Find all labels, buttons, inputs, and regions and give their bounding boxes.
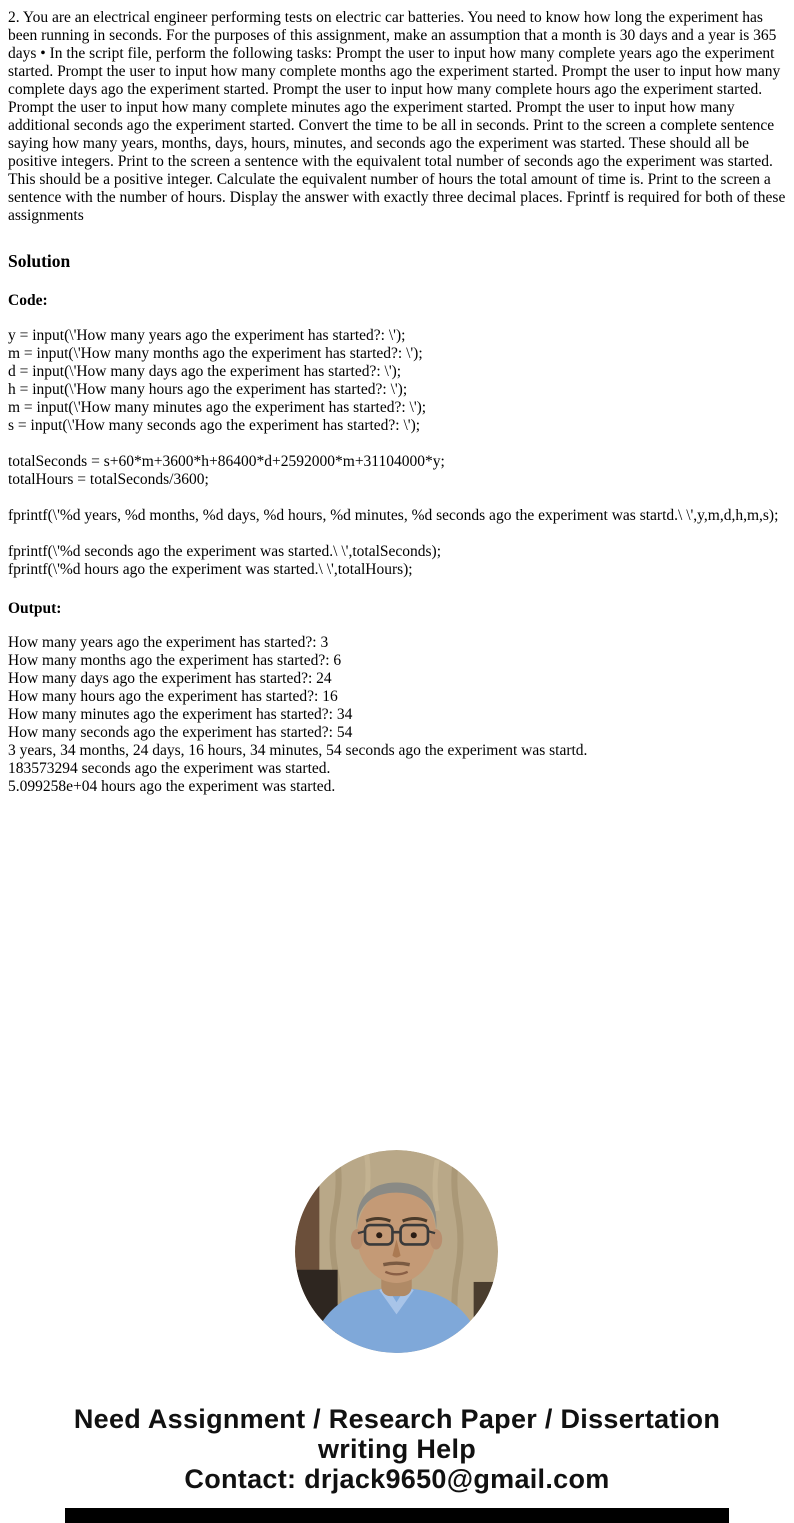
output-block — [8, 634, 786, 796]
output-line: How many seconds ago the experiment has started?: 54 — [8, 724, 353, 741]
output-line: How many hours ago the experiment has started?: 16 — [8, 688, 338, 705]
help-banner — [0, 1404, 794, 1494]
output-line: 5.099258e+04 hours ago the experiment was started. — [8, 778, 336, 795]
output-line: How many months ago the experiment has started?: 6 — [8, 652, 342, 669]
code-line: fprintf(\'%d seconds ago the experiment was started.\ \',totalSeconds); — [8, 543, 442, 560]
problem-statement: 2. You are an electrical engineer performing tests on electric car batteries. You need to know how long the experiment has been running in seconds. For the purposes of this assignment, make an assumption that a month is 30 days and a year is 365 days • In the script file, perform the following tasks: Prompt the user to input how many complete years ago the experiment started. Prompt the user to input how many complete months ago the experiment started. Prompt the user to input how many complete days ago the experiment started. Prompt the user to input how many complete hours ago the experiment started. Prompt the user to input how many complete minutes ago the experiment started. Prompt the user to input how many additional seconds ago the experiment started. Convert the time to be all in seconds. Print to the screen a complete sentence saying how many years, months, days, hours, minutes, and seconds ago the experiment was started. These should all be positive integers. Print to the screen a sentence with the equivalent total number of seconds ago the experiment was started. This should be a positive integer. Calculate the equivalent number of hours the total amount of time is. Print to the screen a sentence with the number of hours. Display the answer with exactly three decimal places. Fprintf is required for both of these assignments — [8, 9, 786, 224]
output-line: 183573294 seconds ago the experiment was started. — [8, 760, 331, 777]
code-line: totalSeconds = s+60*m+3600*h+86400*d+2592000*m+31104000*y; — [8, 453, 445, 470]
code-line: totalHours = totalSeconds/3600; — [8, 471, 209, 488]
code-line: m = input(\'How many months ago the experiment has started?: \'); — [8, 345, 423, 362]
output-heading: Output: — [8, 600, 62, 617]
code-block — [8, 327, 786, 579]
code-line — [8, 525, 786, 543]
output-line: How many years ago the experiment has started?: 3 — [8, 634, 329, 651]
bottom-black-bar — [65, 1508, 729, 1523]
output-line: 3 years, 34 months, 24 days, 16 hours, 34 minutes, 54 seconds ago the experiment was startd. — [8, 742, 588, 759]
code-line: h = input(\'How many hours ago the experiment has started?: \'); — [8, 381, 408, 398]
code-line: fprintf(\'%d hours ago the experiment was started.\ \',totalHours); — [8, 561, 413, 578]
help-banner-line1: Need Assignment / Research Paper / Dissertation — [73, 1404, 721, 1434]
instructor-avatar — [295, 1150, 498, 1353]
code-line: y = input(\'How many years ago the experiment has started?: \'); — [8, 327, 406, 344]
code-line: fprintf(\'%d years, %d months, %d days, %d hours, %d minutes, %d seconds ago the experiment was startd.\ \',y,m,d,h,m,s); — [8, 507, 779, 524]
output-line: How many days ago the experiment has started?: 24 — [8, 670, 332, 687]
code-line: m = input(\'How many minutes ago the experiment has started?: \'); — [8, 399, 427, 416]
output-line: How many minutes ago the experiment has started?: 34 — [8, 706, 353, 723]
code-heading: Code: — [8, 292, 48, 309]
code-line — [8, 489, 786, 507]
solution-heading: Solution — [8, 251, 71, 271]
code-line: d = input(\'How many days ago the experiment has started?: \'); — [8, 363, 402, 380]
help-banner-line2: writing Help — [317, 1434, 477, 1464]
code-line: s = input(\'How many seconds ago the experiment has started?: \'); — [8, 417, 421, 434]
contact-line: Contact: drjack9650@gmail.com — [184, 1464, 610, 1494]
code-line — [8, 435, 786, 453]
instructor-portrait-illustration — [295, 1150, 498, 1353]
